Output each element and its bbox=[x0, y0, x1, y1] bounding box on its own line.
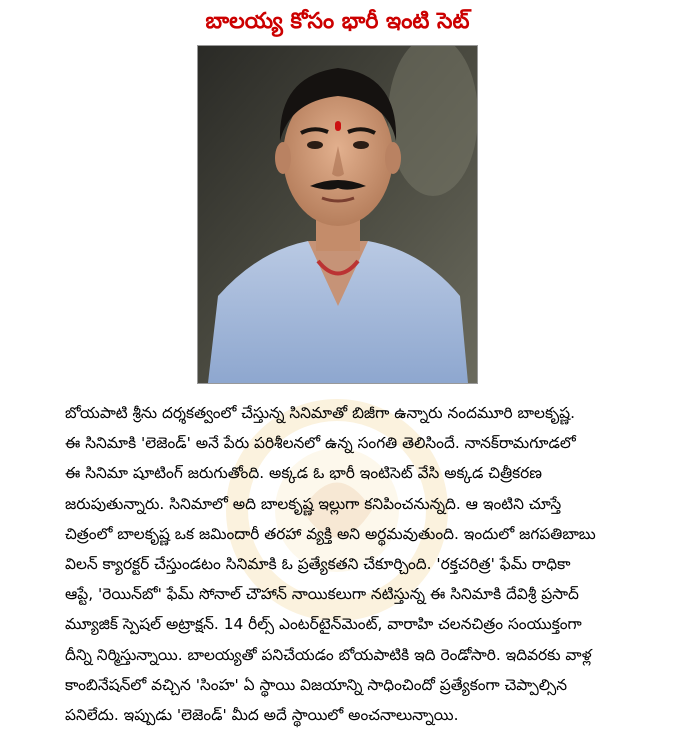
article-line-9: దీన్ని నిర్మిస్తున్నాయి. బాలయ్యతో పనిచేయడం బోయపాటికి ఇది రెండోసారి. ఇదివరకు వాళ్ల bbox=[65, 645, 592, 664]
article-line-5: చిత్రంలో బాలకృష్ణ ఒక జమిందారీ తరహా వ్యక్తి అని అర్థమవుతుంది. ఇందులో జగపతిబాబు bbox=[65, 524, 596, 543]
article-line-11: పనిలేదు. ఇప్పుడు 'లెజెండ్' మీద అదే స్థాయిలో అంచనాలున్నాయి. bbox=[65, 705, 459, 724]
article-line-7: ఆప్టే, 'రెయిన్‌బో' ఫేమ్ సోనాల్ చౌహాన్ నాయికలుగా నటిస్తున్న ఈ సినిమాకి దేవిశ్రీ ప్రసాద్ bbox=[65, 585, 579, 604]
article-line-2: ఈ సినిమాకి 'లెజెండ్' అనే పేరు పరిశీలనలో ఉన్న సంగతి తెలిసిందే. నానక్‌రామగూడలో bbox=[65, 434, 576, 453]
article-line-3: ఈ సినిమా షూటింగ్ జరుగుతోంది. అక్కడ ఓ భారీ ఇంటిసెట్ వేసి అక్కడ చిత్రీకరణ bbox=[65, 464, 542, 483]
article-headline: బాలయ్య కోసం భారీ ఇంటి సెట్ bbox=[205, 9, 470, 34]
article-line-6: విలన్ క్యారక్టర్ చేస్తుండటం సినిమాకి ఓ ప్రత్యేకతని చేకూర్చింది. 'రక్తచరిత్ర' ఫేమ్ రాధికా bbox=[65, 554, 571, 573]
article-line-1: బోయపాటి శ్రీను దర్శకత్వంలో చేస్తున్న సినిమాతో బిజీగా ఉన్నారు నందమూరి బాలకృష్ణ. bbox=[65, 404, 576, 422]
article-line-8: మ్యూజిక్ స్పెషల్ అట్రాక్షన్. 14 రీల్స్ ఎంటర్‌టైన్‌మెంట్, వారాహి చలనచిత్రం సంయుక్తంగా bbox=[65, 615, 582, 634]
article-line-10: కాంబినేషన్‌లో వచ్చిన 'సింహ' ఏ స్థాయి విజయాన్ని సాధించిందో ప్రత్యేకంగా చెప్పాల్సిన bbox=[65, 675, 568, 694]
portrait-photo bbox=[197, 45, 478, 384]
article-body bbox=[65, 398, 665, 730]
article-line-4: జరుపుతున్నారు. సినిమాలో అది బాలకృష్ణ ఇల్లుగా కనిపించనున్నది. ఆ ఇంటిని చూస్తే bbox=[65, 494, 562, 513]
